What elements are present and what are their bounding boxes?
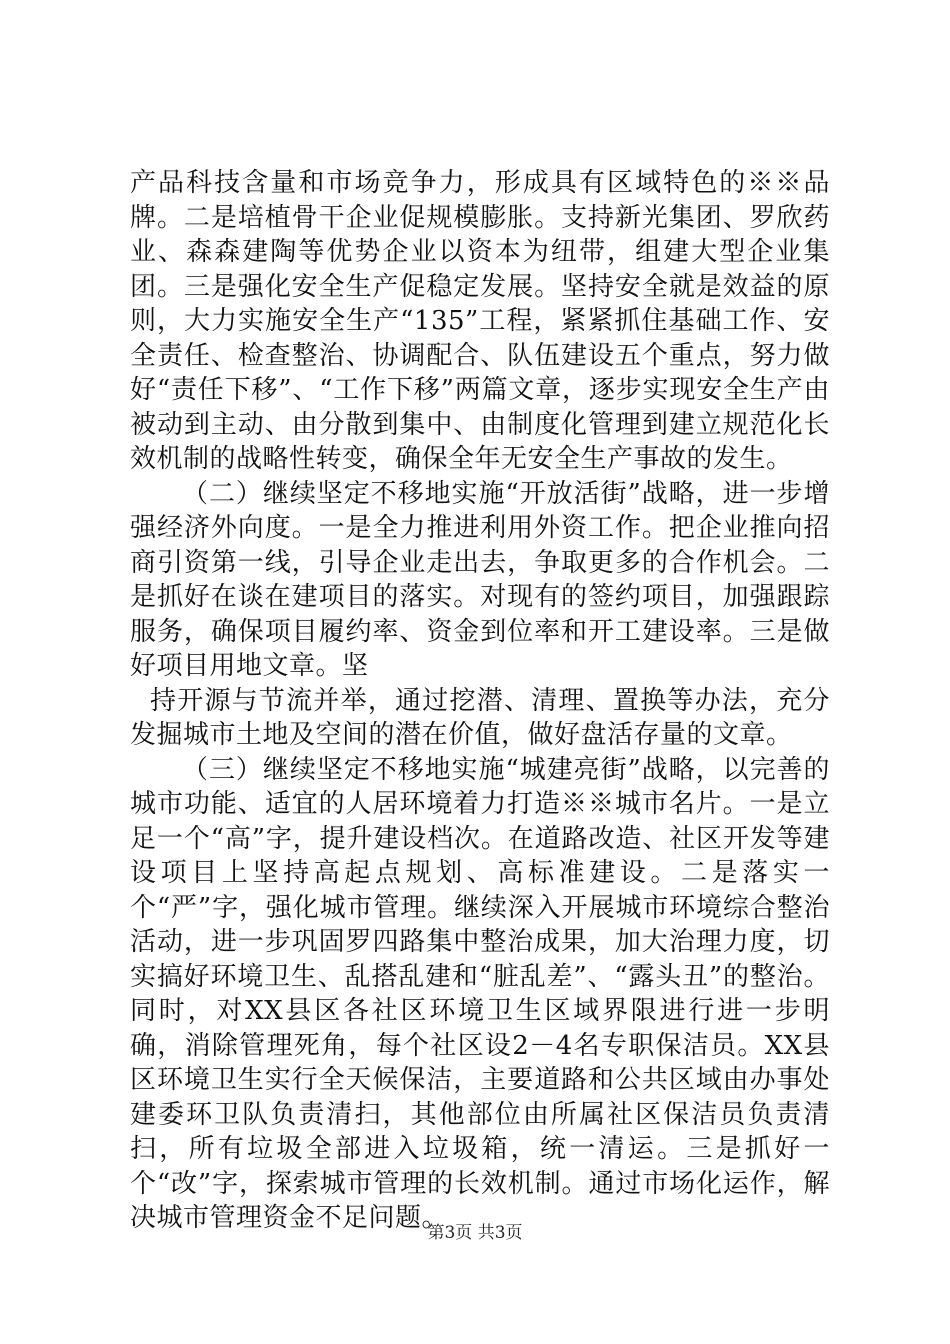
paragraph-land-use: 持开源与节流并举，通过挖潜、清理、置换等办法，充分发掘城市土地及空间的潜在价值，做好盘活存量的文章。 bbox=[130, 685, 830, 750]
page-footer: 第3页 共3页 bbox=[427, 1223, 523, 1243]
paragraph-brand-safety: 产品科技含量和市场竞争力，形成具有区域特色的※※品牌。二是培植骨干企业促规模膨胀。支持新光集团、罗欣药业、森森建陶等优势企业以资本为纽带，组建大型企业集团。三是强化安全生产促稳定发展。坚持安全就是效益的原则，大力实施安全生产“135”工程，紧紧抓住基础工作、安全责任、检查整治、协调配合、队伍建设五个重点，努力做好“责任下移”、“工作下移”两篇文章，逐步实现安全生产由被动到主动、由分散到集中、由制度化管理到建立规范化长效机制的战略性转变，确保全年无安全生产事故的发生。 bbox=[130, 168, 830, 474]
paragraph-open-street: （二）继续坚定不移地实施“开放活街”战略，进一步增强经济外向度。一是全力推进利用外资工作。把企业推向招商引资第一线，引导企业走出去，争取更多的合作机会。二是抓好在谈在建项目的落实。对现有的签约项目，加强跟踪服务，确保项目履约率、资金到位率和开工建设率。三是做好项目用地文章。坚 bbox=[130, 478, 830, 681]
paragraph-city-building: （三）继续坚定不移地实施“城建亮街”战略，以完善的城市功能、适宜的人居环境着力打造※※城市名片。一是立足一个“高”字，提升建设档次。在道路改造、社区开发等建设项目上坚持高起点规划、高标准建设。二是落实一个“严”字，强化城市管理。继续深入开展城市环境综合整治活动，进一步巩固罗四路集中整治成果，加大治理力度，切实搞好环境卫生、乱搭乱建和“脏乱差”、“露头丑”的整治。同时，对XX县区各社区环境卫生区域界限进行进一步明确，消除管理死角，每个社区设2－4名专职保洁员。XX县区环境卫生实行全天候保洁，主要道路和公共区域由办事处建委环卫队负责清扫，其他部位由所属社区保洁员负责清扫，所有垃圾全部进入垃圾箱，统一清运。三是抓好一个“改”字，探索城市管理的长效机制。通过市场化运作，解决城市管理资金不足问题。 bbox=[130, 754, 830, 1233]
document-body bbox=[130, 166, 830, 1236]
